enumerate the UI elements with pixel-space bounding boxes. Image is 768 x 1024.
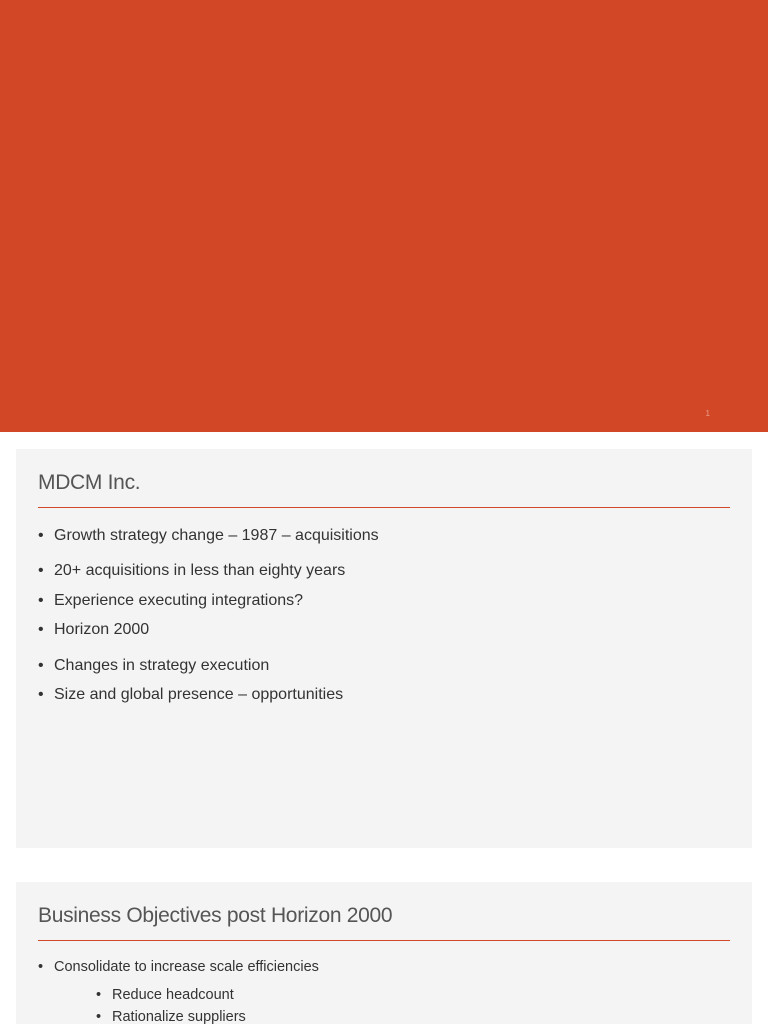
bullet-item [38,686,343,704]
bullet-icon: • [38,527,44,544]
bullet-text: 20+ acquisitions in less than eighty years [54,562,346,579]
title-divider [38,507,730,508]
bullet-item [38,562,345,580]
title-divider [38,940,730,941]
bullet-icon: • [96,987,102,1003]
bullet-text: Reduce headcount [112,987,234,1003]
bullet-text: Experience executing integrations? [54,592,304,609]
bullet-text: Size and global presence – opportunities [54,686,344,703]
bullet-item [38,621,149,639]
bullet-icon: • [38,657,44,674]
title-slide[interactable] [0,0,768,432]
bullet-text: Growth strategy change – 1987 – acquisitions [54,527,379,544]
bullet-text: Horizon 2000 [54,621,150,638]
bullet-text: Changes in strategy execution [54,657,270,674]
slide-business-objectives[interactable] [16,882,752,1024]
bullet-item [38,657,269,675]
bullet-text: Rationalize suppliers [112,1009,246,1024]
sub-bullet-item [96,987,234,1003]
bullet-item [38,959,319,975]
bullet-icon: • [96,1009,102,1024]
slide-title: MDCM Inc. [38,471,141,494]
bullet-item [38,592,303,610]
sub-bullet-item [96,1009,246,1024]
slide-title: Business Objectives post Horizon 2000 [38,904,393,927]
bullet-icon: • [38,686,44,703]
bullet-icon: • [38,621,44,638]
bullet-text: Consolidate to increase scale efficiencies [54,959,319,975]
slide-mdcm-inc[interactable] [16,449,752,848]
bullet-icon: • [38,562,44,579]
bullet-icon: • [38,592,44,609]
bullet-icon: • [38,959,44,975]
bullet-item [38,527,379,545]
slide-number: 1 [705,409,710,418]
